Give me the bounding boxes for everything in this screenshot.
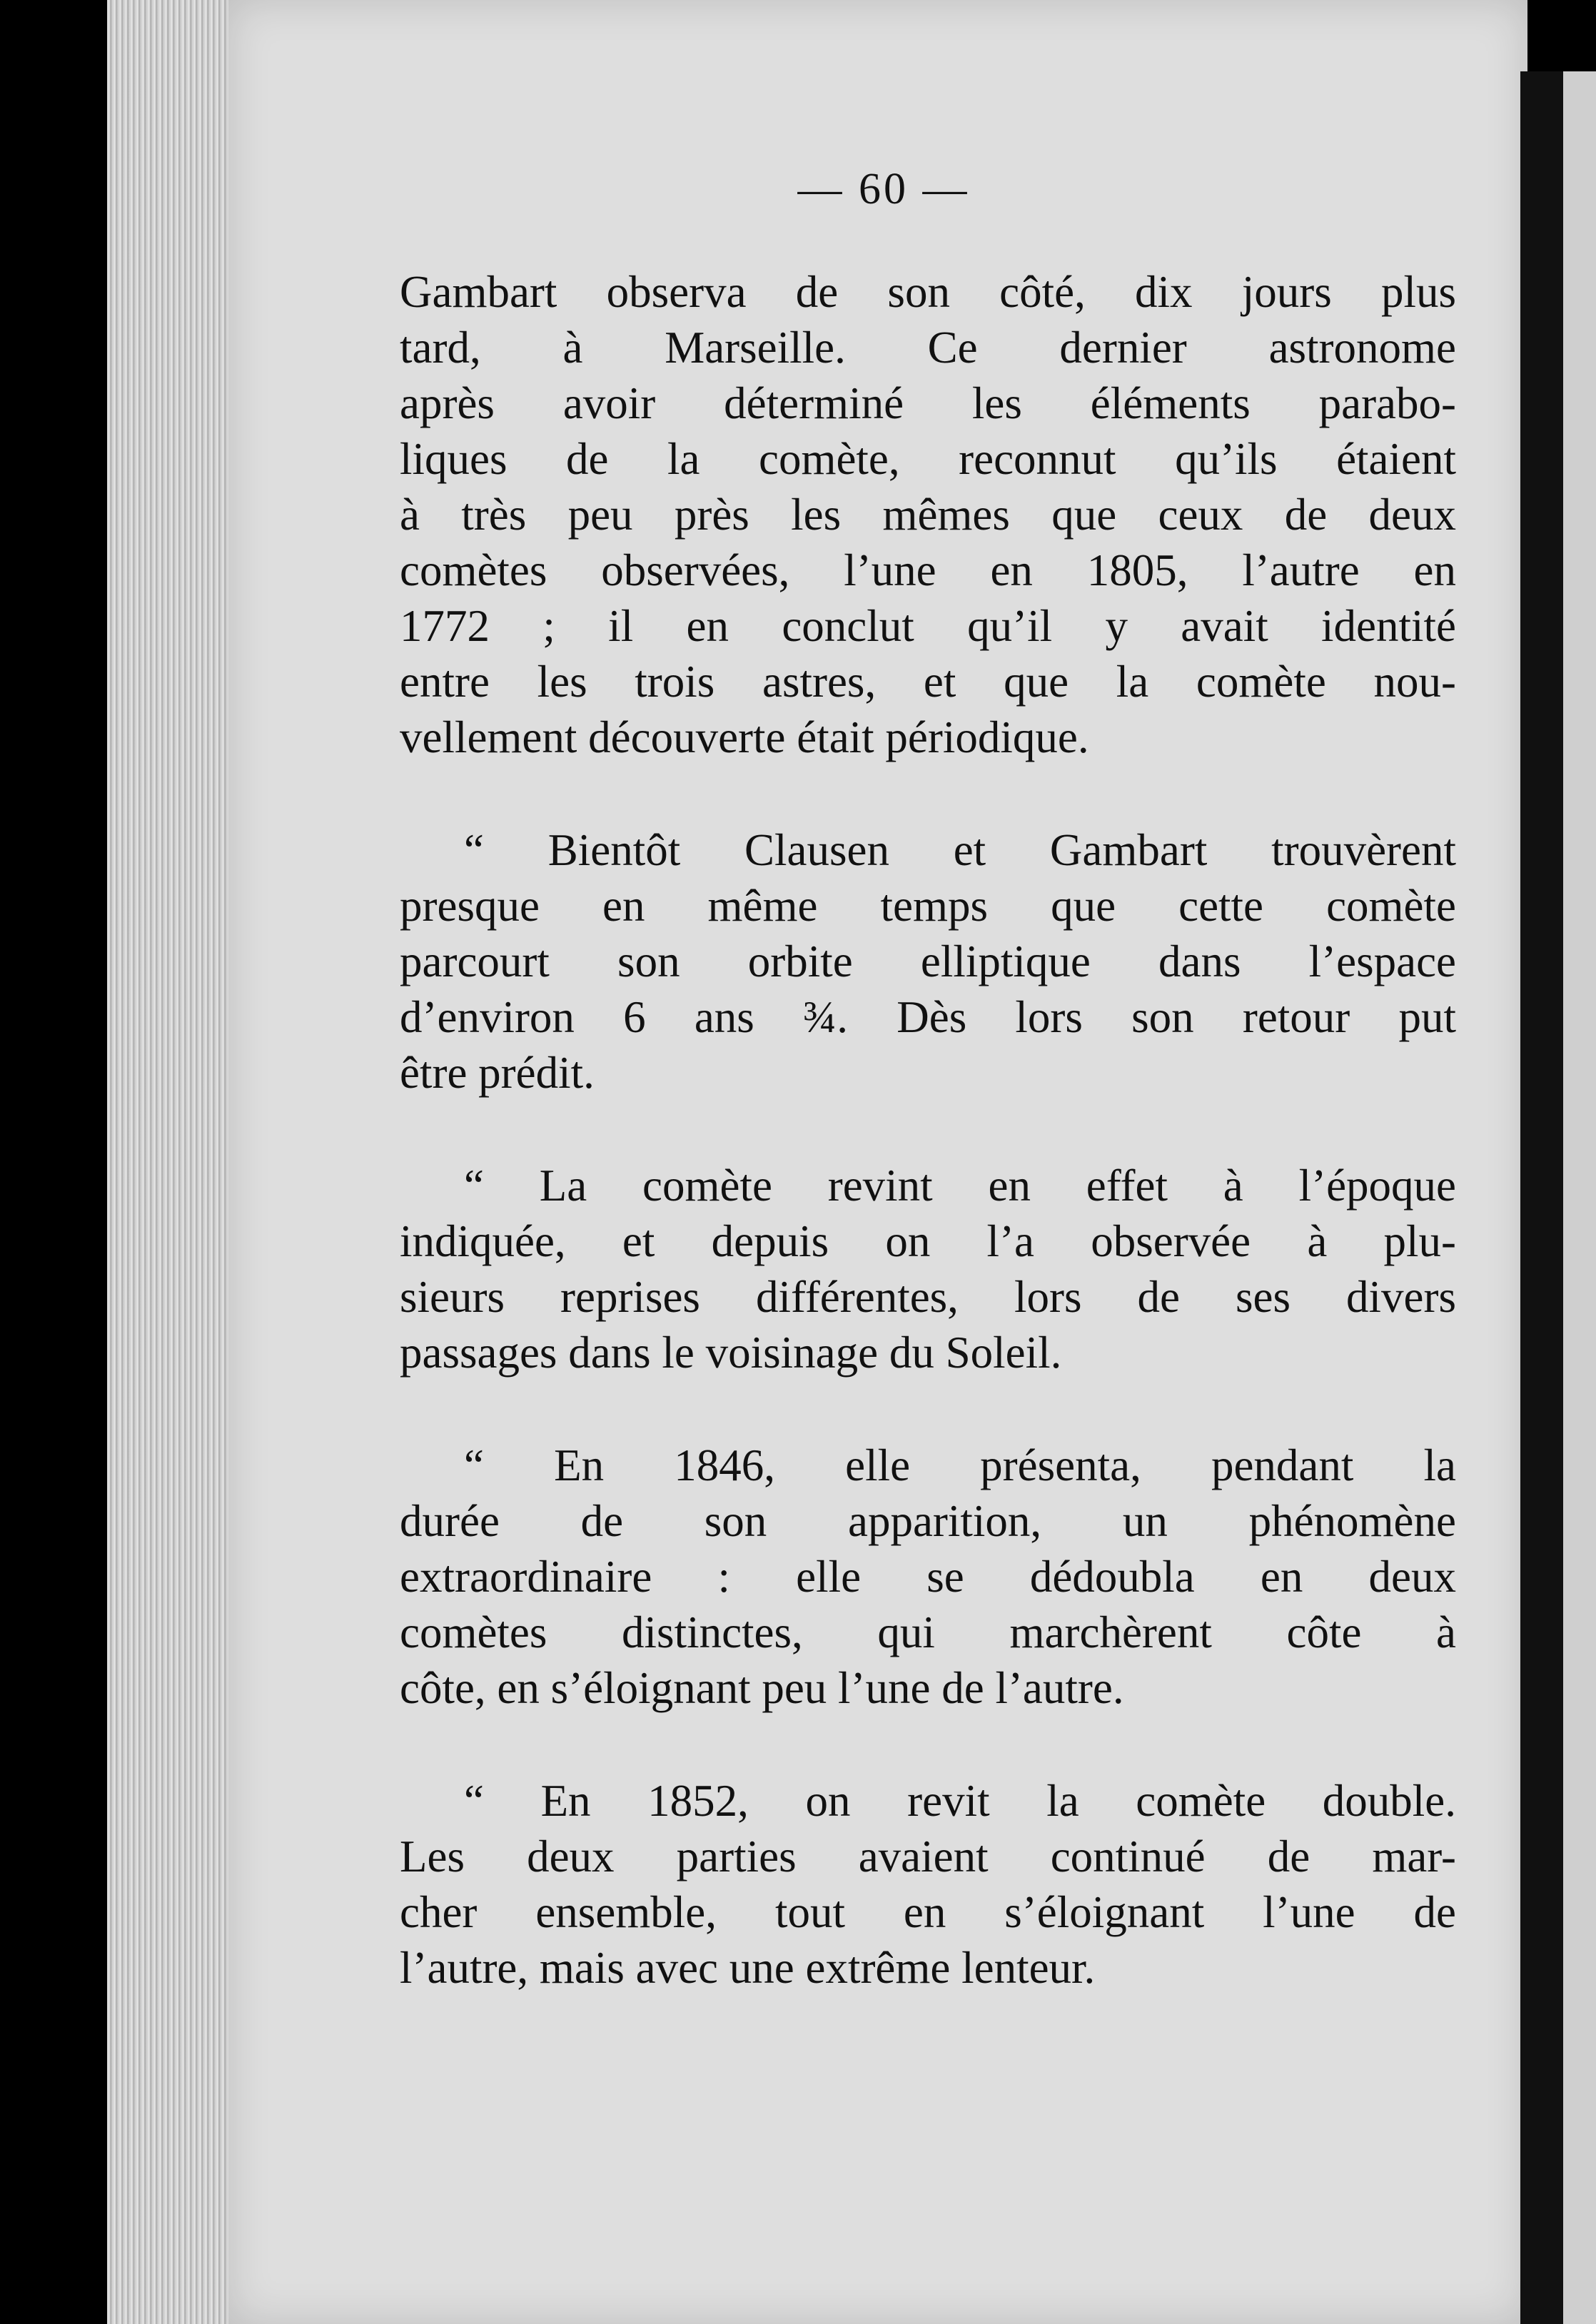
text-line: être prédit.: [400, 1048, 595, 1098]
text-line: 1772 ; il en conclut qu’il y avait identité: [400, 601, 1456, 651]
page-edges: [107, 0, 243, 2324]
text-line: extraordinaire : elle se dédoubla en deux: [400, 1552, 1456, 1602]
paragraph-1: [400, 264, 1456, 765]
binding-shadow: [1520, 71, 1563, 2324]
text-line: “ La comète revint en effet à l’époque: [464, 1161, 1456, 1211]
text-line: Gambart observa de son côté, dix jours plus: [400, 267, 1456, 317]
text-line: l’autre, mais avec une extrême lenteur.: [400, 1943, 1096, 1993]
paragraph-4: [400, 1438, 1456, 1716]
text-line: durée de son apparition, un phénomène: [400, 1496, 1456, 1546]
text-line: presque en même temps que cette comète: [400, 881, 1456, 931]
paragraph-5: [400, 1773, 1456, 1996]
text-line: “ En 1846, elle présenta, pendant la: [464, 1440, 1456, 1490]
text-line: tard, à Marseille. Ce dernier astronome: [400, 323, 1456, 373]
body-text: [400, 264, 1456, 1996]
text-line: “ En 1852, on revit la comète double.: [464, 1776, 1456, 1826]
paragraph-3: [400, 1158, 1456, 1380]
page-number: — 60 —: [797, 165, 970, 213]
text-line: Les deux parties avaient continué de mar-: [400, 1832, 1456, 1881]
paragraph-2: [400, 822, 1456, 1101]
text-line: sieurs reprises différentes, lors de ses divers: [400, 1272, 1456, 1322]
text-line: indiquée, et depuis on l’a observée à plu-: [400, 1216, 1456, 1266]
text-line: “ Bientôt Clausen et Gambart trouvèrent: [464, 825, 1456, 875]
text-line: passages dans le voisinage du Soleil.: [400, 1328, 1062, 1378]
text-line: liques de la comète, reconnut qu’ils étaient: [400, 434, 1456, 484]
text-line: vellement découverte était périodique.: [400, 712, 1089, 762]
adjacent-page-edge: [1563, 71, 1596, 2324]
text-line: côte, en s’éloignant peu l’une de l’autre.: [400, 1663, 1124, 1713]
text-line: entre les trois astres, et que la comète nou-: [400, 657, 1456, 707]
text-line: cher ensemble, tout en s’éloignant l’une de: [400, 1887, 1456, 1937]
text-line: parcourt son orbite elliptique dans l’espace: [400, 936, 1456, 986]
text-line: d’environ 6 ans ¾. Dès lors son retour put: [400, 992, 1456, 1042]
text-line: après avoir déterminé les éléments parabo-: [400, 378, 1456, 428]
text-line: comètes distinctes, qui marchèrent côte à: [400, 1607, 1456, 1657]
text-line: à très peu près les mêmes que ceux de deux: [400, 490, 1456, 540]
text-line: comètes observées, l’une en 1805, l’autre en: [400, 545, 1456, 595]
